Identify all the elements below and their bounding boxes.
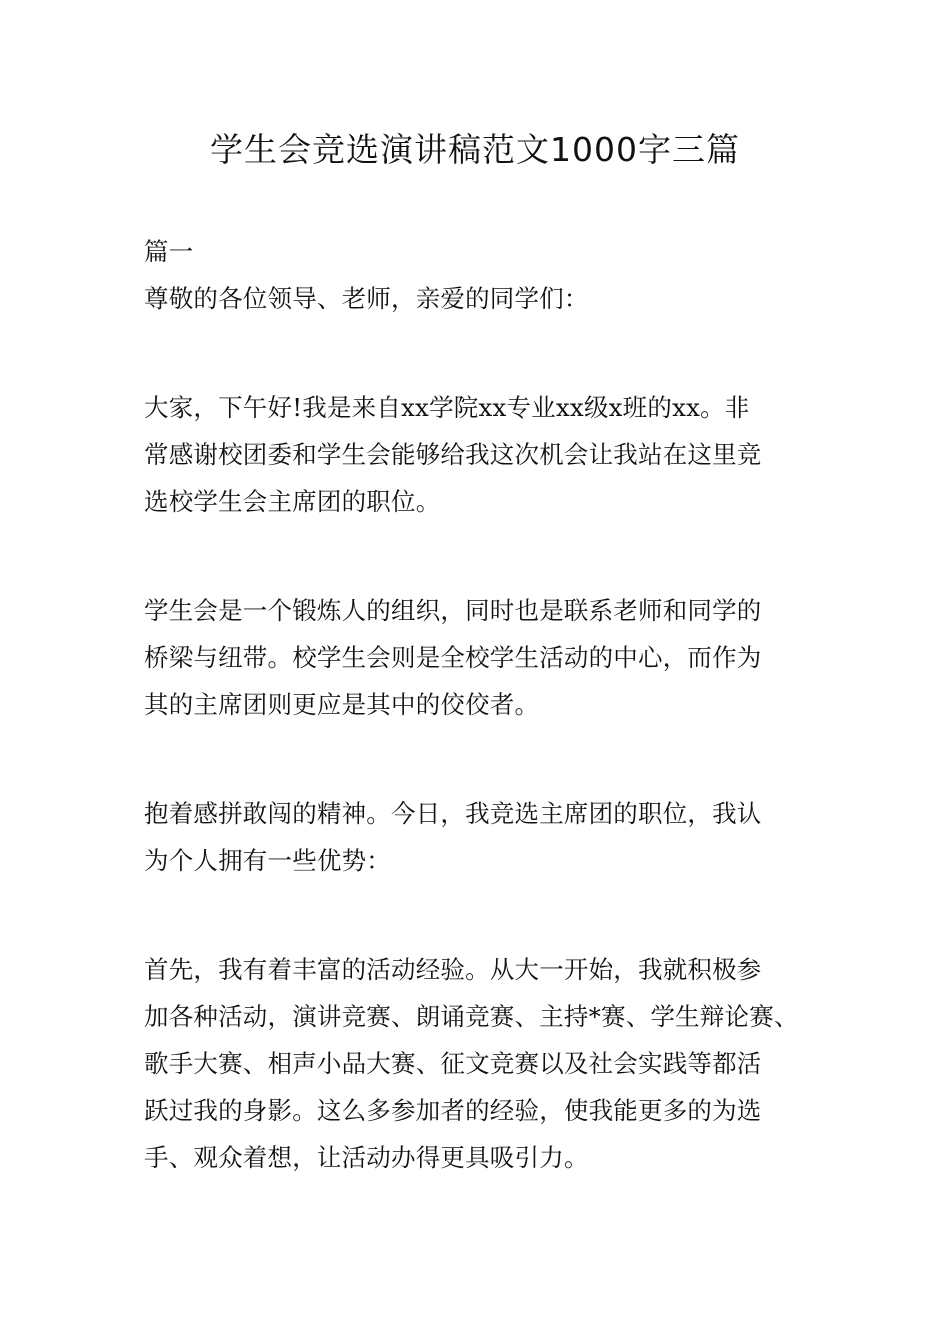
paragraph-line: 常感谢校团委和学生会能够给我这次机会让我站在这里竞 [144,440,762,469]
paragraph-line: 为个人拥有一些优势： [144,846,391,875]
paragraph-line: 其的主席团则更应是其中的佼佼者。 [144,690,540,719]
paragraph-line: 跃过我的身影。这么多参加者的经验，使我能更多的为选 [144,1096,762,1125]
paragraph-line: 加各种活动，演讲竞赛、朗诵竞赛、主持*赛、学生辩论赛、 [144,1002,799,1031]
paragraph-line: 手、观众着想，让活动办得更具吸引力。 [144,1143,589,1172]
document-title: 学生会竞选演讲稿范文1000字三篇 [210,130,740,169]
paragraph-2 [144,587,814,728]
section-label: 篇一 [144,237,194,266]
paragraph-line: 首先，我有着丰富的活动经验。从大一开始，我就积极参 [144,955,762,984]
paragraph-gap [144,884,814,946]
paragraph-line: 选校学生会主席团的职位。 [144,487,441,516]
paragraph-gap [144,322,814,384]
salutation: 尊敬的各位领导、老师，亲爱的同学们： [144,284,589,313]
paragraph-3 [144,790,814,884]
paragraph-line: 学生会是一个锻炼人的组织，同时也是联系老师和同学的 [144,596,762,625]
paragraph-1 [144,384,814,525]
paragraph-line: 桥梁与纽带。校学生会则是全校学生活动的中心，而作为 [144,643,762,672]
paragraph-line: 抱着感拼敢闯的精神。今日，我竞选主席团的职位，我认 [144,799,762,828]
paragraph-line: 歌手大赛、相声小品大赛、征文竞赛以及社会实践等都活 [144,1049,762,1078]
paragraph-line: 大家，下午好!我是来自xx学院xx专业xx级x班的xx。非 [144,393,750,422]
paragraph-gap [144,728,814,790]
paragraph-4 [144,946,814,1181]
paragraph-gap [144,525,814,587]
document-body [144,228,814,1181]
